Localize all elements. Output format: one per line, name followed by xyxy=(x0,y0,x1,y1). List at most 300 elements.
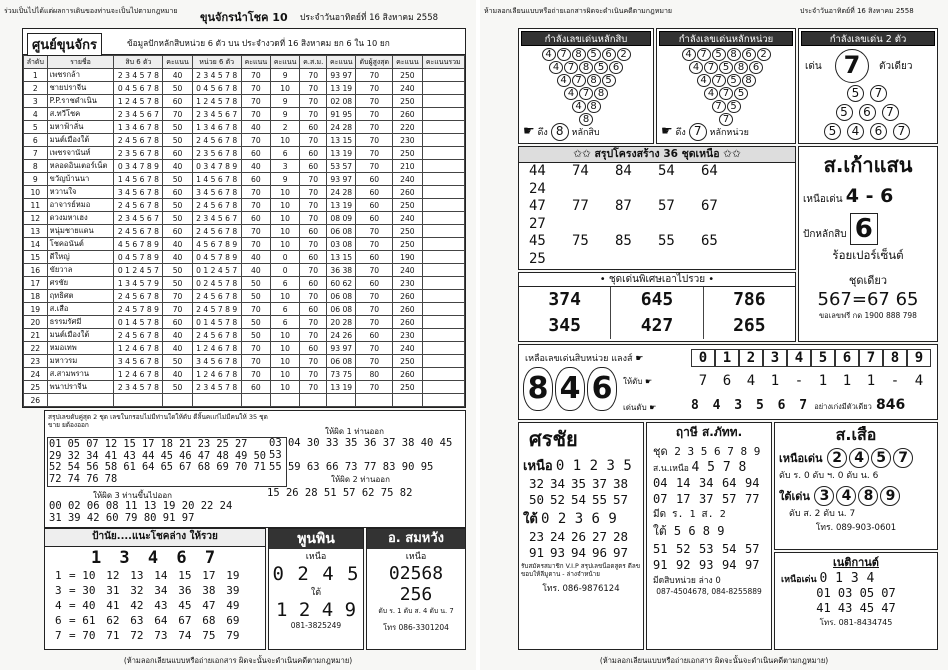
table-cell: 70 xyxy=(356,225,393,238)
table-cell: 230 xyxy=(393,134,422,147)
sum-line: 52 54 56 58 61 64 65 67 68 69 70 71 xyxy=(49,461,266,473)
table-row xyxy=(24,225,465,238)
nedikan-name: เนติกานต์ xyxy=(833,556,879,569)
table-cell: 06 08 xyxy=(327,355,356,368)
table-cell xyxy=(422,355,465,368)
matrix-lab-a: ให้ดับ ☛ xyxy=(623,377,653,386)
grid-cell: 92 xyxy=(676,558,691,572)
table-cell: 50 xyxy=(163,199,192,212)
table-cell: 50 xyxy=(163,173,192,186)
structure-cell: 65 xyxy=(701,233,718,249)
lucky-equals: = xyxy=(69,584,83,597)
grid-cell: 35 xyxy=(571,476,587,491)
table-cell: หนุ่มชายแดน xyxy=(47,225,114,238)
lucky-cell: 63 xyxy=(130,614,144,627)
table-row xyxy=(24,82,465,95)
s-suea-up-vals xyxy=(826,452,914,465)
table-cell: 9 xyxy=(24,173,48,186)
grid-cell: 34 xyxy=(699,476,714,490)
triangle-digit: 8 xyxy=(587,74,601,87)
table-cell: 0 xyxy=(270,251,299,264)
table-cell: ดีใหญ่ xyxy=(47,251,114,264)
table-cell: 40 xyxy=(163,368,192,381)
table-row xyxy=(24,212,465,225)
table-cell: 70 xyxy=(300,199,327,212)
table-cell: 73 75 xyxy=(327,368,356,381)
table-cell: 250 xyxy=(393,381,422,394)
triangle-digit: 8 xyxy=(579,61,593,74)
give3-numbers xyxy=(49,500,232,524)
grid-cell: 96 xyxy=(592,545,608,560)
lucky-cell: 75 xyxy=(202,629,216,642)
triangle-digit: 5 xyxy=(712,48,726,61)
grid-row xyxy=(653,541,771,557)
give3-label: ให้ผิด 3 ท่านขึ้นไปออก xyxy=(93,491,172,500)
table-row xyxy=(24,355,465,368)
tri-tens-rows xyxy=(519,48,653,126)
table-header-cell: คะแนน xyxy=(241,56,270,69)
lucky-row xyxy=(55,568,265,583)
table-cell: 2 4 5 7 8 9 xyxy=(114,303,163,316)
table-cell: 60 62 xyxy=(327,277,356,290)
table-cell: 21 xyxy=(24,329,48,342)
s-kaosan-pak-val: 6 xyxy=(850,213,878,245)
somwang-phone: โทร 086-3301204 xyxy=(383,623,449,632)
table-cell: 70 xyxy=(163,290,192,303)
grid-row xyxy=(529,476,643,492)
table-cell: 06 08 xyxy=(327,303,356,316)
structure-cell: 85 xyxy=(615,233,632,249)
triangle-digit: 4 xyxy=(564,87,578,100)
grid-cell: 93 xyxy=(550,545,566,560)
triangle-row xyxy=(519,100,653,113)
table-header-cell: คะแนนรวม xyxy=(422,56,465,69)
tri-two-big: 7 xyxy=(835,49,869,83)
sornchai-grid-up xyxy=(519,476,643,508)
table-cell: 50 xyxy=(241,277,270,290)
table-cell: 260 xyxy=(393,108,422,121)
table-cell: 230 xyxy=(393,277,422,290)
table-cell: 240 xyxy=(393,264,422,277)
table-cell: 19 xyxy=(24,303,48,316)
table-cell: 0 1 4 5 7 8 xyxy=(114,316,163,329)
table-cell: 70 xyxy=(163,303,192,316)
triangle-digit: 7 xyxy=(564,61,578,74)
table-cell: 50 xyxy=(163,277,192,290)
structure-cell: 57 xyxy=(658,198,675,214)
sornchai-phone: โทร. 086-9876124 xyxy=(542,584,620,594)
table-cell: 2 4 5 6 7 8 xyxy=(114,225,163,238)
structure-cell: 84 xyxy=(615,163,632,179)
tri-two-row xyxy=(799,123,935,142)
give1-line: 03 04 30 33 35 36 37 38 40 45 53 xyxy=(269,437,453,461)
s-suea-digit: 3 xyxy=(814,486,834,506)
table-cell: 10 xyxy=(270,290,299,303)
table-cell: 10 xyxy=(270,134,299,147)
table-cell: 2 4 5 6 7 8 xyxy=(192,329,241,342)
lucky-box xyxy=(44,528,266,650)
lucky-cell: 3 xyxy=(55,584,62,597)
table-cell xyxy=(422,186,465,199)
table-cell: 60 xyxy=(356,212,393,225)
table-cell: 70 xyxy=(356,303,393,316)
table-cell: 1 2 4 6 7 8 xyxy=(114,342,163,355)
s-suea-digit: 9 xyxy=(880,486,900,506)
tri-two-digit: 7 xyxy=(882,104,899,121)
table-cell: 1 2 4 6 7 8 xyxy=(114,368,163,381)
table-cell: 10 xyxy=(270,186,299,199)
structure-cell: 67 xyxy=(701,198,718,214)
triangle-digit: 7 xyxy=(712,100,726,113)
special-cell: 374 xyxy=(519,287,611,313)
triangle-digit: 6 xyxy=(609,61,623,74)
table-row xyxy=(24,147,465,160)
table-header-cell: รายชื่อ xyxy=(47,56,114,69)
grid-cell: 54 xyxy=(722,542,737,556)
structure-row xyxy=(529,233,785,268)
rit-box xyxy=(646,422,772,650)
table-cell: 70 xyxy=(356,355,393,368)
table-cell: 40 xyxy=(241,251,270,264)
special-box xyxy=(518,272,796,342)
table-cell: 53 57 xyxy=(327,160,356,173)
table-cell: 9 xyxy=(270,108,299,121)
table-row xyxy=(24,134,465,147)
tri-tens-title: กำลังเลขเด่นหลักสิบ xyxy=(521,31,651,46)
table-cell: 93 97 xyxy=(327,69,356,82)
rit-rows-up xyxy=(647,475,771,507)
table-cell: 15 xyxy=(24,251,48,264)
s-kaosan-pct: ร้อยเปอร์เซ็นต์ xyxy=(832,248,904,262)
table-cell: 60 xyxy=(356,173,393,186)
lucky-cell: 71 xyxy=(106,629,120,642)
table-cell xyxy=(422,147,465,160)
s-suea-down xyxy=(779,486,937,506)
tri-two-row xyxy=(799,85,935,104)
matrix-bottom xyxy=(691,397,905,413)
table-cell: 70 xyxy=(241,82,270,95)
triangle-digit: 7 xyxy=(719,87,733,100)
tri-tens-bottom xyxy=(523,123,600,141)
tri-two-digit: 6 xyxy=(859,104,876,121)
lucky-cell: 73 xyxy=(154,629,168,642)
grid-cell: 91 xyxy=(653,558,668,572)
lucky-cell: 40 xyxy=(82,599,96,612)
table-cell xyxy=(422,264,465,277)
table-cell: 8 xyxy=(24,160,48,173)
table-cell: 70 xyxy=(300,264,327,277)
right-page xyxy=(480,0,948,670)
table-cell xyxy=(422,173,465,186)
grid-cell: 53 xyxy=(699,542,714,556)
table-cell: 10 xyxy=(270,82,299,95)
table-cell: 36 38 xyxy=(327,264,356,277)
tri-two-digit: 6 xyxy=(870,123,887,140)
lucky-cell: 45 xyxy=(178,599,192,612)
table-cell: 10 xyxy=(270,225,299,238)
grid-cell: 77 xyxy=(745,492,760,506)
structure-cell xyxy=(658,268,701,270)
table-cell: 3 4 5 6 7 8 xyxy=(114,186,163,199)
lucky-cell: 61 xyxy=(82,614,96,627)
table-cell: 24 xyxy=(24,368,48,381)
structure-cell xyxy=(529,268,572,270)
table-cell: 2 3 4 5 6 7 xyxy=(114,108,163,121)
grid-cell: 57 xyxy=(722,492,737,506)
table-cell: ชายปราจีน xyxy=(47,82,114,95)
triangle-digit: 6 xyxy=(742,48,756,61)
table-cell: 40 xyxy=(163,329,192,342)
table-cell: 2 3 4 5 6 7 xyxy=(192,108,241,121)
table-cell: 10 xyxy=(270,329,299,342)
special-cell: 645 xyxy=(611,287,703,313)
table-cell: 10 xyxy=(270,199,299,212)
table-cell: 190 xyxy=(393,251,422,264)
table-cell: อาจารย์หมอ xyxy=(47,199,114,212)
tri-tens-label: หลักสิบ xyxy=(571,128,600,138)
sornchai-up xyxy=(523,455,643,476)
table-cell: 40 xyxy=(163,342,192,355)
lucky-cell: 4 xyxy=(55,599,62,612)
structure-cell: 25 xyxy=(529,250,546,267)
right-top-note: ห้ามลอกเลียนแบบหรือถ่ายเอกสารผิดจะดำเนินคดีตามกฎหมาย xyxy=(484,7,672,15)
table-cell: 70 xyxy=(241,108,270,121)
tri-units-box xyxy=(656,28,796,144)
tri-two-row xyxy=(799,104,935,123)
structure-cell: 64 xyxy=(701,163,718,179)
table-cell: 0 4 5 7 8 9 xyxy=(114,251,163,264)
triangle-row xyxy=(519,48,653,61)
s-suea-down-label: ใต้เด่น xyxy=(779,490,810,503)
structure-cell xyxy=(701,268,744,270)
summary-note: สรุปเลขดับคู่สุด 2 ชุด เลขในกรอบไม่มีท่านใดให้ดับ ดีลิ้นคเเก่ไม่มีคนให้ 35 ชุด ขาย ยต้องออก xyxy=(48,413,268,429)
table-cell: 2 4 5 6 7 8 xyxy=(114,329,163,342)
table-cell: 22 xyxy=(24,342,48,355)
table-cell: 10 xyxy=(270,355,299,368)
matrix-row-cell: - xyxy=(890,373,900,389)
table-cell: 240 xyxy=(393,212,422,225)
grid-row xyxy=(529,545,643,561)
table-cell: 50 xyxy=(241,316,270,329)
table-cell: 40 xyxy=(163,238,192,251)
table-cell xyxy=(422,69,465,82)
table-row xyxy=(24,173,465,186)
table-cell: ดวงมหาเฮง xyxy=(47,212,114,225)
table-cell: 2 xyxy=(24,82,48,95)
matrix-label-sub: แลงส์ xyxy=(611,354,633,364)
lucky-cell: 62 xyxy=(106,614,120,627)
lucky-cell: 64 xyxy=(154,614,168,627)
matrix-box xyxy=(518,344,938,420)
table-cell: 70 xyxy=(300,290,327,303)
table-cell: 0 xyxy=(270,264,299,277)
table-row xyxy=(24,368,465,381)
nedikan-box xyxy=(774,552,938,650)
table-cell: 70 xyxy=(300,368,327,381)
grid-cell: 94 xyxy=(571,545,587,560)
table-cell: 70 xyxy=(241,238,270,251)
s-kaosan-up-label: เหนือเด่น xyxy=(803,194,843,205)
table-cell: 260 xyxy=(393,368,422,381)
tri-units-prefix: ดึง xyxy=(675,128,686,138)
table-cell: 06 08 xyxy=(327,290,356,303)
grid-row xyxy=(529,529,643,545)
grid-cell: 52 xyxy=(676,542,691,556)
table-cell: 70 xyxy=(300,355,327,368)
rit-rows-down xyxy=(647,541,771,573)
table-cell: 02 08 xyxy=(327,95,356,108)
table-cell: 13 19 xyxy=(327,147,356,160)
table-row xyxy=(24,199,465,212)
table-cell: 2 xyxy=(270,121,299,134)
center-subtitle: ข้อมูลปักหลักสิบหน่วย 6 ตัว บน ประจำงวดที่ 16 สิงหาคม ยก 6 ใน 10 ยก xyxy=(127,38,390,48)
table-cell: 50 xyxy=(163,355,192,368)
table-row xyxy=(24,238,465,251)
table-cell: 6 xyxy=(24,134,48,147)
tri-two-box xyxy=(798,28,938,144)
table-cell: 50 xyxy=(241,290,270,303)
s-kaosan-name: ส.เก้าแสน xyxy=(823,153,913,177)
structure-cell: 55 xyxy=(658,233,675,249)
score-table-head-row xyxy=(24,56,465,69)
nedikan-line: 01 03 05 07 xyxy=(816,586,896,600)
grid-row xyxy=(529,492,643,508)
s-kaosan-set: ชุดเดียว xyxy=(848,274,888,287)
table-header-cell: ลำดับ xyxy=(24,56,48,69)
triangle-row xyxy=(657,48,795,61)
table-cell: 18 xyxy=(24,290,48,303)
table-cell: โชคอนันต์ xyxy=(47,238,114,251)
tri-units-rows xyxy=(657,48,795,126)
table-cell: 24 26 xyxy=(327,329,356,342)
table-cell: 0 1 4 5 7 8 xyxy=(192,316,241,329)
sornchai-down xyxy=(523,508,643,529)
matrix-head-cell: 5 xyxy=(811,349,835,367)
grid-cell: 14 xyxy=(676,476,691,490)
grid-cell: 50 xyxy=(529,492,545,507)
table-cell: 60 xyxy=(241,212,270,225)
lucky-cell: 10 xyxy=(82,569,96,582)
lucky-cell: 14 xyxy=(154,569,168,582)
table-cell: 2 4 5 6 7 8 xyxy=(114,290,163,303)
table-cell: 50 xyxy=(163,121,192,134)
table-header-cell: หน่วย 6 ตัว xyxy=(192,56,241,69)
lucky-cell: 43 xyxy=(154,599,168,612)
table-cell: 70 xyxy=(300,69,327,82)
rit-bottom-circles: ใต้ 5 6 8 9 xyxy=(653,524,725,538)
table-cell: ส.เสือ xyxy=(47,303,114,316)
table-cell xyxy=(422,303,465,316)
punpin-up-val: 0 2 4 5 xyxy=(272,563,360,585)
table-cell: 26 xyxy=(24,394,48,407)
grid-cell: 57 xyxy=(745,542,760,556)
table-cell: 70 xyxy=(356,238,393,251)
matrix-lab-a-text: ให้ดับ xyxy=(623,377,643,386)
s-suea-dab1: ดับ ร. 0 ดับ ฯ. 0 ดับ น. 6 xyxy=(779,471,879,481)
table-cell xyxy=(422,160,465,173)
rit-up-val: 4 5 7 8 xyxy=(691,460,747,475)
table-cell: มนต์เมืองใต้ xyxy=(47,329,114,342)
triangle-digit: 5 xyxy=(734,87,748,100)
matrix-label: เหลือเลขเด่นสิบหน่วย แลงส์ ☛ xyxy=(525,354,644,364)
nedikan-phone: โทร. 081-8434745 xyxy=(819,618,893,627)
table-cell: 70 xyxy=(241,95,270,108)
table-cell: 13 15 xyxy=(327,251,356,264)
somwang-mid-val: 256 xyxy=(399,584,433,605)
table-row xyxy=(24,95,465,108)
triangle-digit: 4 xyxy=(704,87,718,100)
tri-tens-prefix: ดึง xyxy=(537,128,548,138)
table-cell: 70 xyxy=(300,108,327,121)
structure-title: ✩✩ สรุปโครงสร้าง 36 ชุดเหนือ ✩✩ xyxy=(519,147,795,163)
tri-tens-box xyxy=(518,28,654,144)
table-row xyxy=(24,381,465,394)
table-cell: 60 xyxy=(356,186,393,199)
table-cell: 2 3 4 5 7 8 xyxy=(114,381,163,394)
table-cell: 230 xyxy=(393,329,422,342)
table-cell: 9 xyxy=(270,173,299,186)
grid-cell: 52 xyxy=(550,492,566,507)
tri-units-bottom xyxy=(661,123,749,141)
table-cell: 2 3 4 5 6 7 xyxy=(192,212,241,225)
s-suea-digit: 2 xyxy=(827,448,847,468)
triangle-digit: 5 xyxy=(727,100,741,113)
matrix-head-cell: 4 xyxy=(787,349,811,367)
score-table-header xyxy=(23,29,465,55)
table-cell: 6 xyxy=(270,277,299,290)
left-title: ขุนจักรนำโชค 10 xyxy=(200,11,288,24)
table-cell xyxy=(422,95,465,108)
tri-two-digit: 4 xyxy=(847,123,864,140)
nedikan-up xyxy=(781,571,937,586)
lucky-cell: 6 xyxy=(55,614,62,627)
matrix-head-cell: 1 xyxy=(715,349,739,367)
triangle-row xyxy=(657,61,795,74)
somwang-sub: ดับ ร. 1 ดับ ส. 4 ดับ น. 7 xyxy=(378,607,454,615)
table-cell: 2 3 4 5 7 8 xyxy=(114,69,163,82)
sornchai-up-label: เหนือ xyxy=(523,459,553,474)
table-cell: 10 xyxy=(270,212,299,225)
somwang-name: อ. สมหวัง xyxy=(367,529,465,549)
tri-units-val: 7 xyxy=(689,123,707,141)
triangle-digit: 2 xyxy=(757,48,771,61)
matrix-row-cell: - xyxy=(794,373,804,389)
table-cell: 40 xyxy=(163,160,192,173)
lucky-cell: 32 xyxy=(130,584,144,597)
grid-cell: 37 xyxy=(592,476,608,491)
table-cell: หมอเทพ xyxy=(47,342,114,355)
table-header-cell: คะแนน xyxy=(270,56,299,69)
punpin-phone: 081-3825249 xyxy=(290,621,342,630)
table-cell: 11 xyxy=(24,199,48,212)
table-cell: ขัยวาล xyxy=(47,264,114,277)
lucky-cell: 49 xyxy=(226,599,240,612)
lucky-cell: 68 xyxy=(202,614,216,627)
table-cell: 70 xyxy=(300,95,327,108)
table-header-cell: สิบ 6 ตัว xyxy=(114,56,163,69)
tri-two-circles xyxy=(799,85,935,142)
structure-cell xyxy=(615,268,658,270)
lucky-cell: 19 xyxy=(226,569,240,582)
table-cell: 2 3 4 5 7 8 xyxy=(192,381,241,394)
table-cell xyxy=(356,394,393,407)
lucky-cell: 31 xyxy=(106,584,120,597)
triangle-digit: 5 xyxy=(727,74,741,87)
structure-cell: 75 xyxy=(572,233,589,249)
table-cell: 80 xyxy=(356,368,393,381)
table-cell xyxy=(422,394,465,407)
table-cell: 240 xyxy=(393,173,422,186)
